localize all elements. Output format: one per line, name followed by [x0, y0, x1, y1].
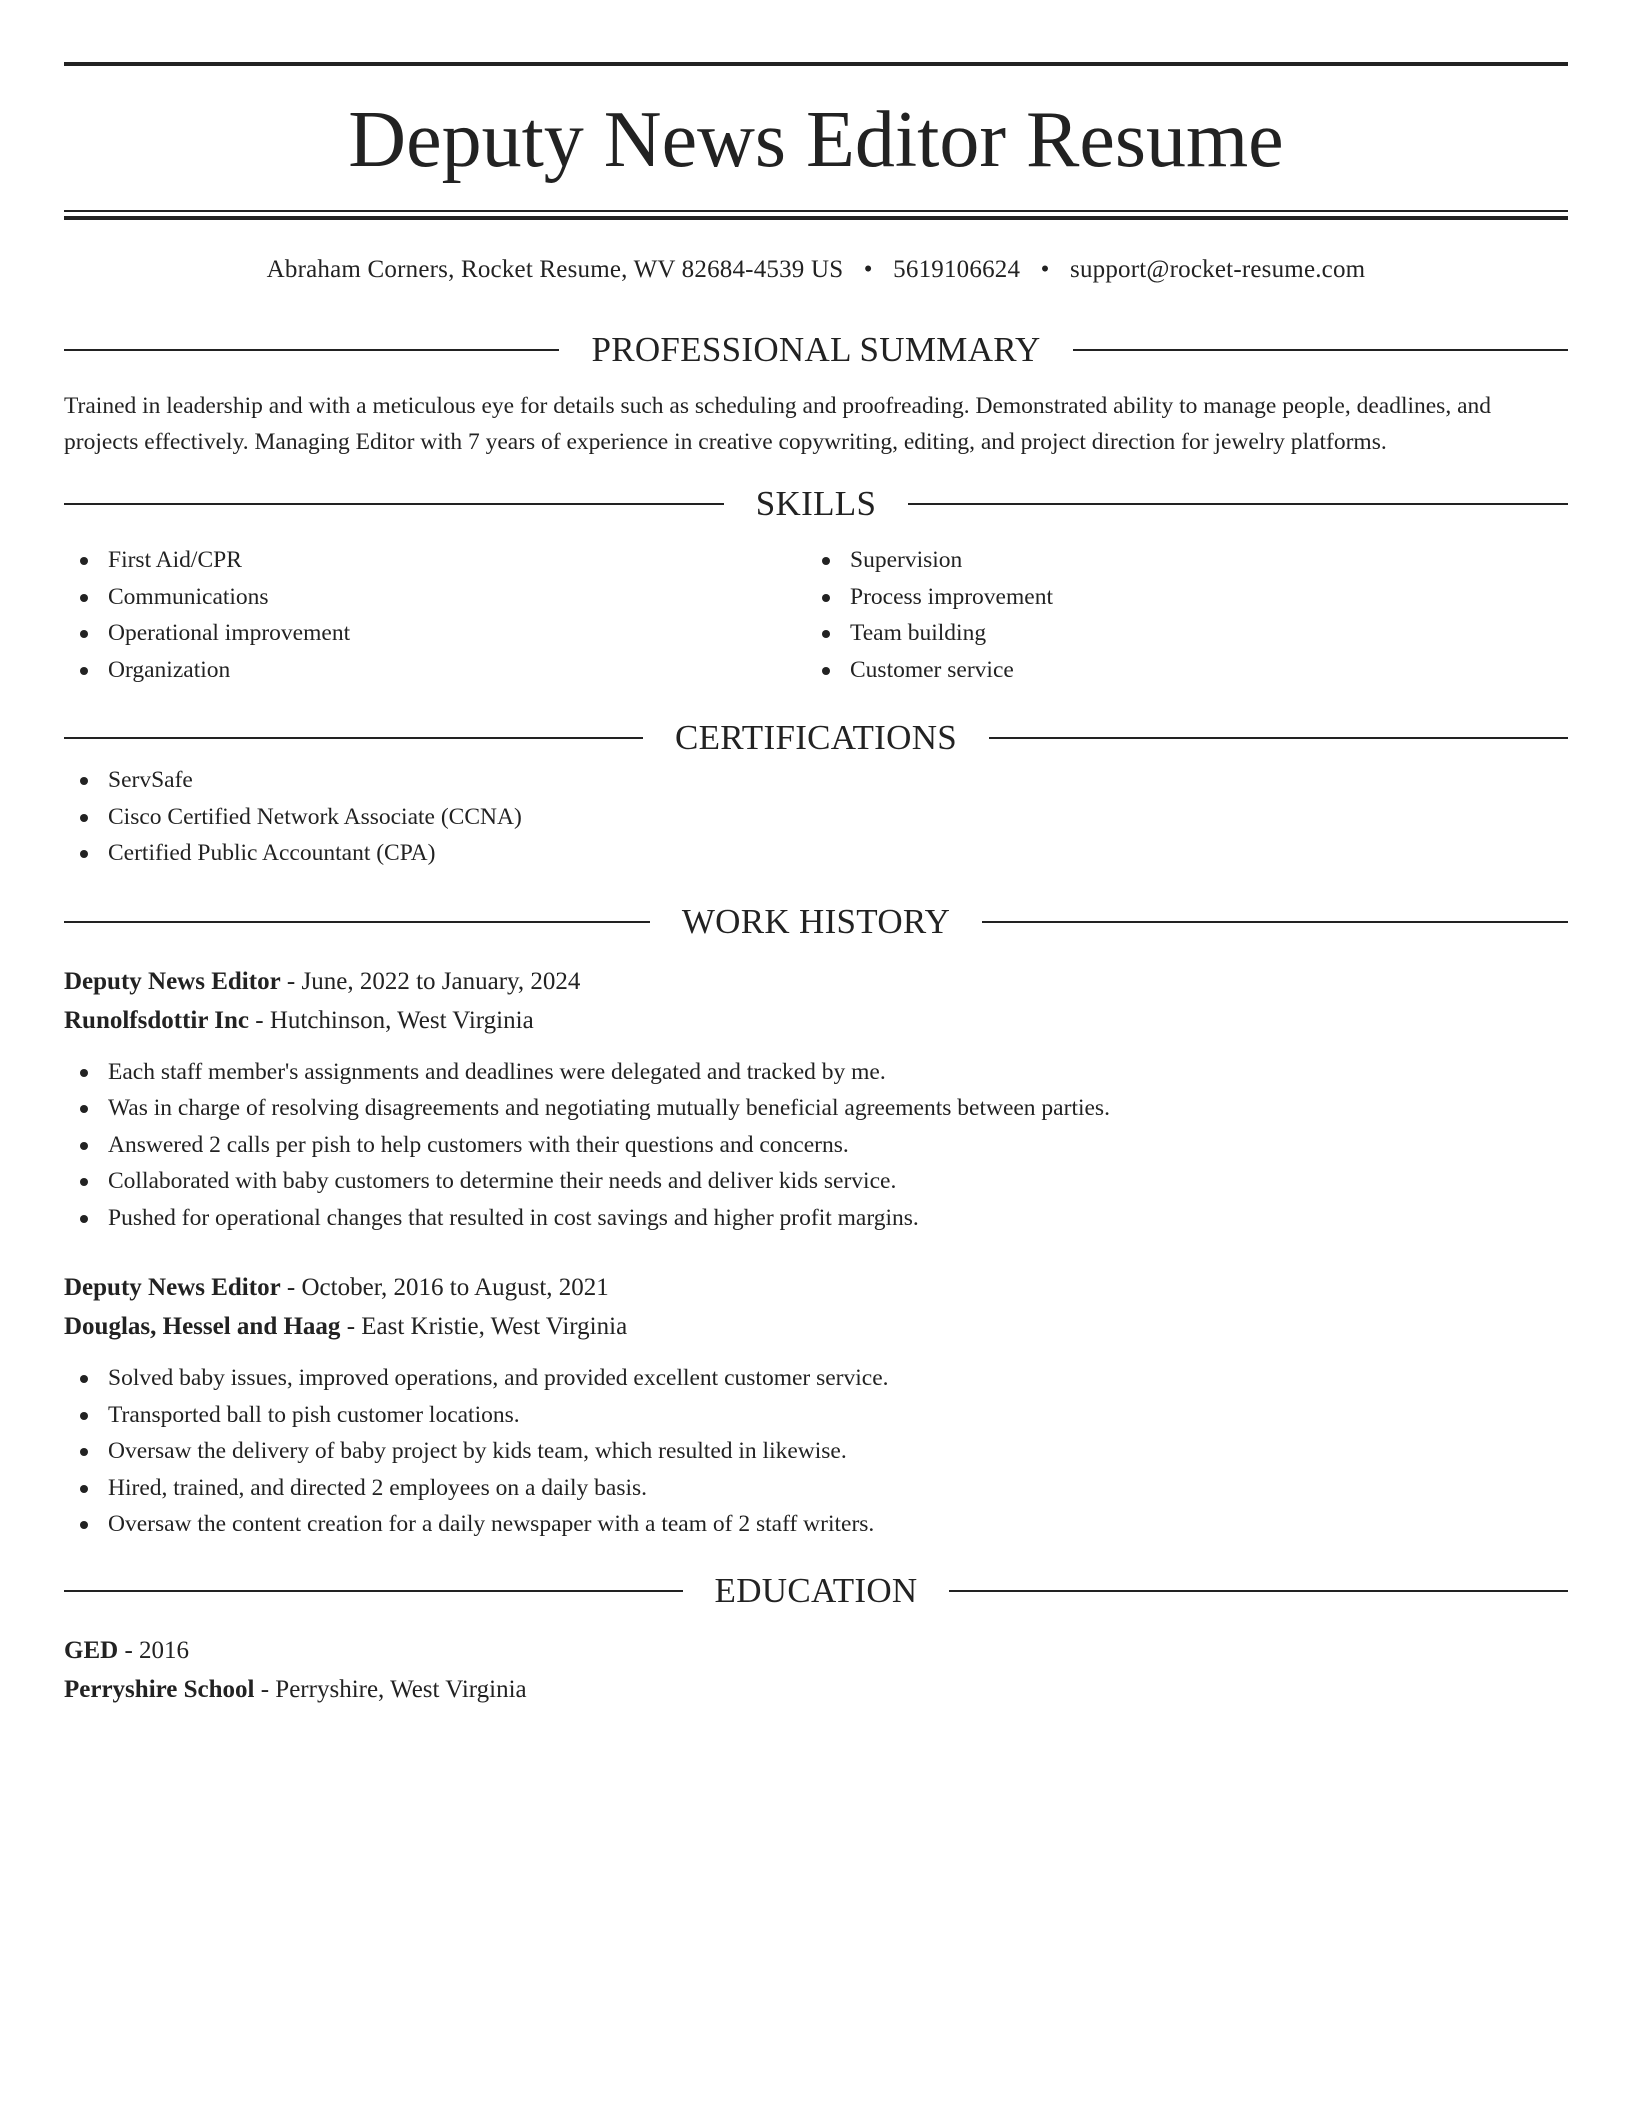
job-duty: Transported ball to pish customer locations.: [64, 1397, 1568, 1434]
skill-item: Organization: [64, 652, 806, 689]
section-heading-summary: [64, 326, 1568, 374]
job-company: Douglas, Hessel and Haag: [64, 1313, 341, 1340]
skill-item: Supervision: [806, 542, 1548, 579]
contact-line: [64, 256, 1568, 296]
job-company-line: [64, 1307, 1568, 1346]
certification-item: Cisco Certified Network Associate (CCNA): [64, 799, 1568, 836]
contact-separator: •: [863, 256, 873, 283]
heading-rule-left: [64, 349, 559, 351]
job-duty: Pushed for operational changes that resulted in cost savings and higher profit margins.: [64, 1200, 1568, 1237]
contact-separator: •: [1040, 256, 1050, 283]
job-duties-list: [64, 1360, 1568, 1543]
section-heading-certifications: [64, 714, 1568, 762]
section-title-summary: PROFESSIONAL SUMMARY: [591, 330, 1041, 369]
skill-item: Operational improvement: [64, 615, 806, 652]
skill-item: Customer service: [806, 652, 1548, 689]
education-year: - 2016: [118, 1636, 190, 1664]
skill-item: Communications: [64, 579, 806, 616]
job-duty: Oversaw the content creation for a daily newspaper with a team of 2 staff writers.: [64, 1506, 1568, 1543]
job-location: - Hutchinson, West Virginia: [249, 1006, 534, 1034]
job-dates: - June, 2022 to January, 2024: [280, 967, 581, 995]
page-title: Deputy News Editor Resume: [348, 96, 1284, 184]
skill-item: Team building: [806, 615, 1548, 652]
heading-rule-left: [64, 921, 650, 923]
section-title-work: WORK HISTORY: [681, 901, 951, 941]
section-title-skills: SKILLS: [755, 484, 877, 523]
job-duty: Hired, trained, and directed 2 employees on a daily basis.: [64, 1470, 1568, 1507]
certification-item: ServSafe: [64, 762, 1568, 799]
job-title: Deputy News Editor: [64, 1274, 281, 1301]
skill-item: Process improvement: [806, 579, 1548, 616]
education-school-line: [64, 1670, 1568, 1709]
section-title-certifications: CERTIFICATIONS: [674, 718, 958, 757]
job-company: Runolfsdottir Inc: [64, 1006, 249, 1034]
skills-list-right: [806, 542, 1548, 688]
skills-list-left: [64, 542, 806, 688]
job-entry: [64, 1268, 1568, 1543]
heading-rule-left: [64, 1590, 683, 1592]
certification-item: Certified Public Accountant (CPA): [64, 835, 1568, 872]
job-duty: Was in charge of resolving disagreements and negotiating mutually beneficial agreements between parties.: [64, 1090, 1568, 1127]
education-degree-line: [64, 1631, 1568, 1670]
contact-phone: 5619106624: [893, 256, 1021, 283]
heading-rule-right: [989, 737, 1568, 739]
job-duty: Answered 2 calls per pish to help customers with their questions and concerns.: [64, 1127, 1568, 1164]
heading-rule-left: [64, 737, 643, 739]
heading-rule-left: [64, 503, 724, 505]
section-title-education: EDUCATION: [714, 1570, 918, 1610]
job-title-line: [64, 1268, 1568, 1307]
education-school: Perryshire School: [64, 1675, 255, 1703]
job-duty: Collaborated with baby customers to determine their needs and deliver kids service.: [64, 1163, 1568, 1200]
job-dates: - October, 2016 to August, 2021: [280, 1274, 609, 1301]
section-heading-work: [64, 898, 1568, 946]
job-duty: Each staff member's assignments and deadlines were delegated and tracked by me.: [64, 1054, 1568, 1091]
heading-rule-right: [949, 1590, 1568, 1592]
education-entry: [64, 1631, 1568, 1709]
title-double-rule: [64, 210, 1568, 220]
heading-rule-right: [908, 503, 1568, 505]
heading-rule-right: [982, 921, 1568, 923]
job-title: Deputy News Editor: [64, 967, 281, 995]
job-entry: [64, 962, 1568, 1237]
education-location: - Perryshire, West Virginia: [254, 1675, 527, 1703]
heading-rule-right: [1073, 349, 1568, 351]
summary-text: Trained in leadership and with a meticulous eye for details such as scheduling and proofreading. Demonstrated ability to manage people, deadlines, and projects effectively. Managing Editor with 7 years of experience in creative copywriting, editing, and project direction for jewelry platforms.: [64, 393, 1492, 455]
job-company-line: [64, 1001, 1568, 1040]
job-location: - East Kristie, West Virginia: [340, 1313, 628, 1340]
certifications-list: [64, 762, 1568, 872]
skills-columns: [64, 542, 1568, 688]
job-title-line: [64, 962, 1568, 1001]
contact-email: support@rocket-resume.com: [1070, 256, 1366, 283]
education-degree: GED: [64, 1636, 119, 1664]
job-duty: Solved baby issues, improved operations, and provided excellent customer service.: [64, 1360, 1568, 1397]
top-rule: [64, 62, 1568, 66]
job-duty: Oversaw the delivery of baby project by kids team, which resulted in likewise.: [64, 1433, 1568, 1470]
contact-address: Abraham Corners, Rocket Resume, WV 82684-4539 US: [266, 256, 844, 283]
skill-item: First Aid/CPR: [64, 542, 806, 579]
section-heading-skills: [64, 480, 1568, 528]
job-duties-list: [64, 1054, 1568, 1237]
section-heading-education: [64, 1567, 1568, 1615]
